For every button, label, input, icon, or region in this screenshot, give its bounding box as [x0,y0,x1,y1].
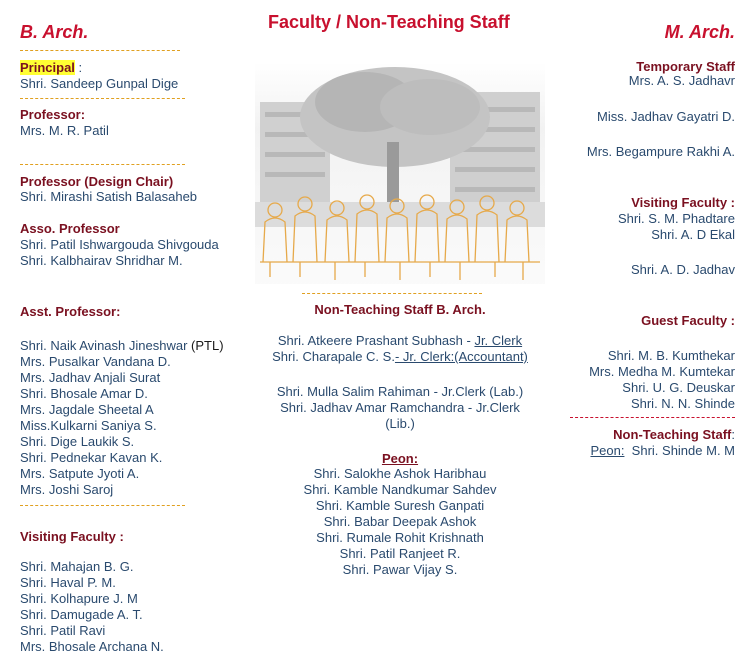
page-title: Faculty / Non-Teaching Staff [268,12,510,32]
guest-faculty-list [555,348,735,412]
list-item: Mrs. Jadhav Anjali Surat [20,370,161,385]
peon-list [255,466,545,578]
principal-colon: : [74,60,83,75]
principal-heading [20,60,82,76]
clerk2-role: - Jr. Clerk:(Accountant) [394,349,528,364]
m-nts-label: Non-Teaching Staff [613,427,732,442]
list-item: Shri. A. D Ekal [651,227,735,242]
design-chair-name: Shri. Mirashi Satish Balasaheb [20,189,198,204]
list-item: Shri. Patil Ranjeet R. [339,546,461,561]
list-item: Shri. Babar Deepak Ashok [323,514,477,529]
m-peon-label: Peon: [590,443,625,458]
list-item: Mrs. A. S. Jadhavr [628,73,735,88]
m-visiting-faculty-label: Visiting Faculty : [631,195,735,210]
divider [20,50,180,51]
list-item: Shri. S. M. Phadtare [617,211,735,226]
asso-professor-label: Asso. Professor [20,221,120,236]
clerk1-role: Jr. Clerk [474,333,523,348]
list-item: Mrs. Joshi Saroj [20,482,114,497]
clerk-line-1 [255,333,545,349]
lib-clerk-line-1: Shri. Jadhav Amar Ramchandra - Jr.Clerk [280,400,520,415]
divider [20,164,185,165]
list-item: Shri. N. N. Shinde [630,396,735,411]
visiting-faculty-label: Visiting Faculty : [20,529,124,544]
divider [570,417,735,418]
list-item: Shri. Bhosale Amar D. [20,386,148,401]
peon-label: Peon: [381,451,419,466]
professor-name: Mrs. M. R. Patil [20,123,109,138]
list-item: Shri. Mahajan B. G. [20,559,134,574]
list-item: Shri. Dige Laukik S. [20,434,135,449]
m-nts-heading [555,427,735,443]
guest-faculty-label: Guest Faculty : [641,313,735,328]
design-chair-label: Professor (Design Chair) [20,174,174,189]
list-item: Mrs. Pusalkar Vandana D. [20,354,171,369]
list-item: Shri. Rumale Rohit Krishnath [316,530,484,545]
nts-barch-label: Non-Teaching Staff B. Arch. [314,302,486,317]
m-peon-line [555,443,735,459]
lib-clerk-line-2: (Lib.) [385,416,415,431]
ptl-suffix: (PTL) [187,338,224,353]
principal-label: Principal [20,60,75,75]
list-item: Shri. Haval P. M. [20,575,116,590]
visiting-faculty-list [20,559,164,655]
list-item: Shri. Pednekar Kavan K. [20,450,163,465]
asst-professor-label: Asst. Professor: [20,304,121,319]
list-item: Miss. Jadhav Gayatri D. [597,109,735,124]
lab-clerk-line: Shri. Mulla Salim Rahiman - Jr.Clerk (Lab.) [276,384,524,399]
list-item: Shri. M. B. Kumthekar [607,348,735,363]
clerk1-name: Shri. Atkeere Prashant Subhash - [277,333,475,348]
divider [302,293,482,294]
temporary-staff-label: Temporary Staff [636,59,735,74]
list-item: Shri. Damugade A. T. [20,607,143,622]
list-item: Mrs. Begampure Rakhi A. [586,144,735,159]
clerk-line-2 [255,349,545,365]
list-item [20,338,224,354]
list-item: Mrs. Satpute Jyoti A. [20,466,140,481]
asst-first-name: Shri. Naik Avinash Jineshwar [20,338,188,353]
list-item: Shri. Salokhe Ashok Haribhau [313,466,487,481]
list-item: Shri. Kalbhairav Shridhar M. [20,253,183,268]
list-item: Shri. Pawar Vijay S. [342,562,458,577]
list-item: Shri. A. D. Jadhav [630,262,735,277]
list-item: Mrs. Medha M. Kumtekar [589,364,735,379]
list-item: Shri. U. G. Deuskar [622,380,735,395]
list-item: Shri. Patil Ravi [20,623,106,638]
divider [20,505,185,506]
divider [20,98,185,99]
principal-name: Shri. Sandeep Gunpal Dige [20,76,179,91]
clerk2-name: Shri. Charapale C. S. [272,349,395,364]
list-item: Shri. Kolhapure J. M [20,591,138,606]
m-peon-name: Shri. Shinde M. M [624,443,735,458]
list-item: Shri. Kamble Suresh Ganpati [315,498,485,513]
list-item: Mrs. Bhosale Archana N. [20,639,164,654]
m-arch-heading: M. Arch. [664,22,735,42]
asst-professor-list [20,338,224,498]
list-item: Shri. Kamble Nandkumar Sahdev [303,482,497,497]
b-arch-heading: B. Arch. [20,22,89,42]
list-item: Miss.Kulkarni Saniya S. [20,418,157,433]
list-item: Mrs. Jagdale Sheetal A [20,402,154,417]
list-item: Shri. Patil Ishwargouda Shivgouda [20,237,219,252]
asso-professor-list [20,237,219,269]
professor-label: Professor: [20,107,86,122]
m-nts-colon: : [731,427,735,442]
staff-illustration [255,62,545,284]
